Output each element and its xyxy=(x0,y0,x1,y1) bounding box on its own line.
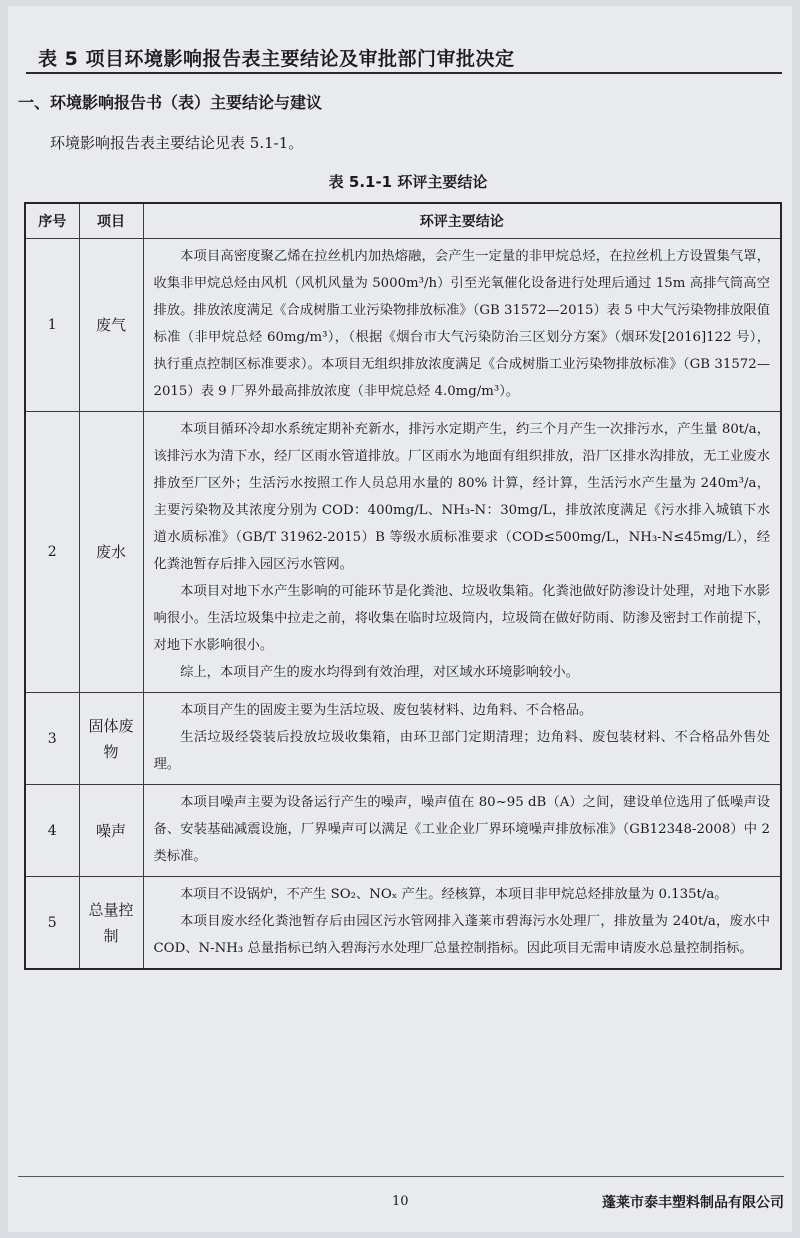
row-conclusion xyxy=(143,239,781,412)
row-number: 3 xyxy=(25,693,79,785)
conclusion-paragraph: 本项目高密度聚乙烯在拉丝机内加热熔融，会产生一定量的非甲烷总烃，在拉丝机上方设置集气罩，收集非甲烷总烃由风机（风机风量为 5000m³/h）引至光氧催化设备进行处理后通过 15m 高排气筒高空排放。排放浓度满足《合成树脂工业污染物排放标准》（GB 31572—2015）表 5 中大气污染物排放限值标准（非甲烷总烃 60mg/m³），（根据《烟台市大气污染防治三区划分方案》（烟环发[2016]122 号），执行重点控制区标准要求）。本项目无组织排放浓度满足《合成树脂工业污染物排放标准》（GB 31572—2015）表 9 厂界外最高排放浓度（非甲烷总烃 4.0mg/m³）。 xyxy=(153,249,770,399)
conclusion-paragraph: 综上，本项目产生的废水均得到有效治理，对区域水环境影响较小。 xyxy=(180,665,579,680)
table-row xyxy=(25,693,781,785)
conclusion-paragraph: 本项目噪声主要为设备运行产生的噪声，噪声值在 80~95 dB（A）之间，建设单位选用了低噪声设备、安装基础减震设施，厂界噪声可以满足《工业企业厂界环境噪声排放标准》（GB12348-2008）中 2 类标准。 xyxy=(153,795,770,864)
row-item: 噪声 xyxy=(79,785,143,877)
conclusion-paragraph: 本项目对地下水产生影响的可能环节是化粪池、垃圾收集箱。化粪池做好防渗设计处理，对地下水影响很小。生活垃圾集中拉走之前，将收集在临时垃圾筒内，垃圾筒在做好防雨、防渗及密封工作前提下，对地下水影响很小。 xyxy=(153,584,770,653)
row-item: 废气 xyxy=(79,239,143,412)
table-header-row xyxy=(25,203,781,239)
conclusion-paragraph: 本项目产生的固废主要为生活垃圾、废包装材料、边角料、不合格品。 xyxy=(180,703,593,718)
conclusion-paragraph: 本项目循环冷却水系统定期补充新水，排污水定期产生，约三个月产生一次排污水，产生量 80t/a，该排污水为清下水，经厂区雨水管道排放。厂区雨水为地面有组织排放，沿厂区排水沟排放，无工业废水排放至厂区外；生活污水按照工作人员总用水量的 80% 计算，经计算，生活污水产生量为 240m³/a，主要污染物及其浓度分别为 COD：400mg/L、NH₃-N：30mg/L，排放浓度满足《污水排入城镇下水道水质标准》（GB/T 31962-2015）B 等级水质标准要求（COD≤500mg/L，NH₃-N≤45mg/L），经化粪池暂存后排入园区污水管网。 xyxy=(153,422,770,572)
row-item: 固体废物 xyxy=(79,693,143,785)
title-rule xyxy=(26,72,782,74)
conclusion-paragraph: 本项目不设锅炉，不产生 SO₂、NOₓ 产生。经核算，本项目非甲烷总烃排放量为 0.135t/a。 xyxy=(180,887,728,902)
table-caption: 表 5.1-1 环评主要结论 xyxy=(328,173,488,191)
header-content: 环评主要结论 xyxy=(143,203,781,239)
header-item: 项目 xyxy=(79,203,143,239)
row-item: 总量控制 xyxy=(79,877,143,970)
section-heading: 一、环境影响报告书（表）主要结论与建议 xyxy=(18,93,323,112)
row-conclusion xyxy=(143,785,781,877)
page-number: 10 xyxy=(392,1194,409,1209)
footer-rule xyxy=(18,1176,784,1177)
row-number: 4 xyxy=(25,785,79,877)
row-conclusion xyxy=(143,877,781,970)
row-number: 5 xyxy=(25,877,79,970)
row-item: 废水 xyxy=(79,412,143,693)
conclusions-table xyxy=(24,202,782,970)
row-conclusion xyxy=(143,693,781,785)
conclusion-paragraph: 本项目废水经化粪池暂存后由园区污水管网排入蓬莱市碧海污水处理厂，排放量为 240t/a，废水中 COD、N-NH₃ 总量指标已纳入碧海污水处理厂总量控制指标。因此项目无需申请废水总量控制指标。 xyxy=(153,914,770,956)
table-row xyxy=(25,877,781,970)
company-name: 蓬莱市泰丰塑料制品有限公司 xyxy=(602,1195,784,1211)
row-number: 2 xyxy=(25,412,79,693)
row-conclusion xyxy=(143,412,781,693)
table-row xyxy=(25,412,781,693)
conclusion-paragraph: 生活垃圾经袋装后投放垃圾收集箱，由环卫部门定期清理；边角料、废包装材料、不合格品外售处理。 xyxy=(153,730,770,772)
row-number: 1 xyxy=(25,239,79,412)
intro-text: 环境影响报告表主要结论见表 5.1-1。 xyxy=(50,134,304,152)
table-row xyxy=(25,785,781,877)
document-title: 表 5 项目环境影响报告表主要结论及审批部门审批决定 xyxy=(38,48,515,70)
table-row xyxy=(25,239,781,412)
header-num: 序号 xyxy=(25,203,79,239)
document-page xyxy=(8,6,792,1232)
